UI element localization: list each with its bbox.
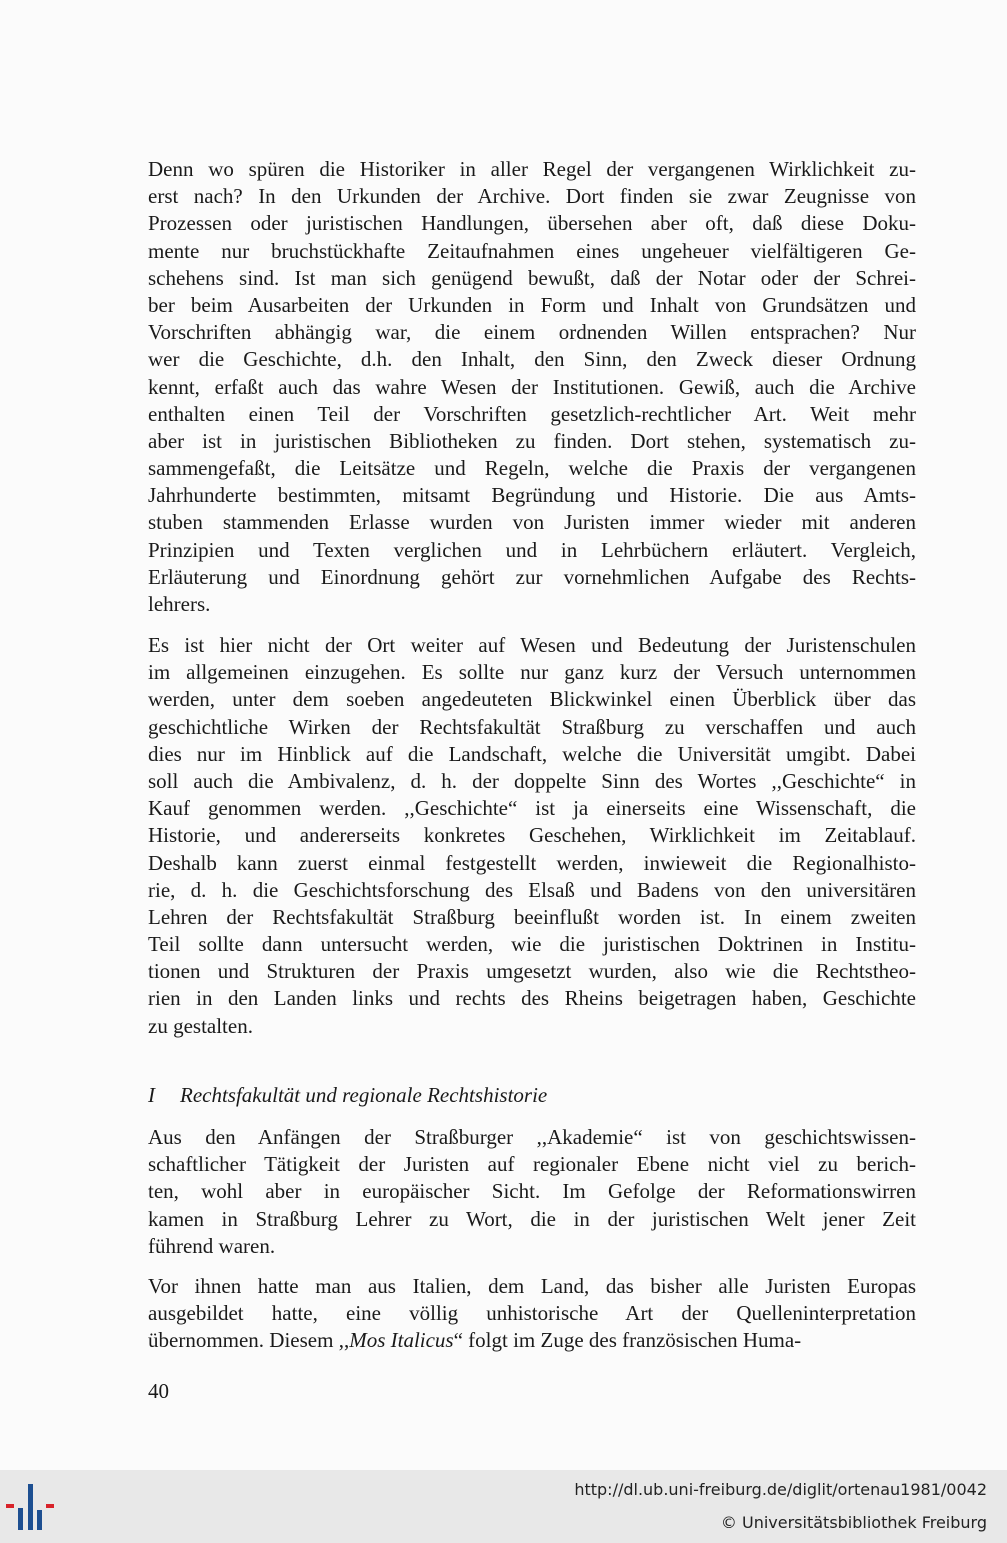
text-line: rie, d. h. die Geschichtsforschung des Elsaß und Badens von den universitären [148, 877, 916, 902]
text-line: soll auch die Ambivalenz, d. h. der doppelte Sinn des Wortes ,,Geschichte“ in [148, 768, 916, 793]
text-line: rien in den Landen links und rechts des Rheins beigetragen haben, Geschichte [148, 986, 916, 1011]
text-line: werden, unter dem soeben angedeuteten Blickwinkel einen Überblick über das [148, 687, 916, 712]
text-line: Teil sollte dann untersucht werden, wie die juristischen Doktrinen in Institu- [148, 932, 916, 957]
text-line: ausgebildet hatte, eine völlig unhistorische Art der Quelleninterpretation [148, 1301, 916, 1326]
text-line: Vor ihnen hatte man aus Italien, dem Land, das bisher alle Juristen Europas [148, 1274, 916, 1298]
text-line: dies nur im Hinblick auf die Landschaft, welche die Universität umgibt. Dabei [148, 741, 916, 766]
paragraph-3 [148, 1124, 916, 1260]
text-line: kamen in Straßburg Lehrer zu Wort, die in der juristischen Welt jener Zeit [148, 1206, 916, 1231]
text-line: kennt, erfaßt auch das wahre Wesen der Institutionen. Gewiß, auch die Archive [148, 374, 916, 399]
text-line: geschichtliche Wirken der Rechtsfakultät Straßburg zu verschaffen und auch [148, 714, 916, 739]
text-line: Deshalb kann zuerst einmal festgestellt werden, inwieweit die Regionalhisto- [148, 850, 916, 875]
text-line: Prinzipien und Texten verglichen und in Lehrbüchern erläutert. Vergleich, [148, 537, 916, 562]
text-line: Historie, und andererseits konkretes Geschehen, Wirklichkeit im Zeitablauf. [148, 823, 916, 848]
library-logo-icon [0, 1480, 70, 1536]
text-line: stuben stammenden Erlasse wurden von Juristen immer wieder mit anderen [148, 510, 916, 535]
paragraph-1 [148, 156, 916, 618]
text-line: Vorschriften abhängig war, die einem ordnenden Willen entsprachen? Nur [148, 320, 916, 345]
text-line: führend waren. [148, 1233, 276, 1258]
italic-term: Mos Italicus [349, 1328, 454, 1353]
text-line: Erläuterung und Einordnung gehört zur vornehmlichen Aufgabe des Rechts- [148, 564, 916, 589]
footer-bar [0, 1470, 1007, 1543]
text-line: ten, wohl aber in europäischer Sicht. Im Gefolge der Reformationswirren [148, 1179, 916, 1204]
text-line: ber beim Ausarbeiten der Urkunden in Form und Inhalt von Grundsätzen und [148, 292, 916, 317]
text-line: im allgemeinen einzugehen. Es sollte nur ganz kurz der Versuch unternommen [148, 660, 916, 685]
text-line: Es ist hier nicht der Ort weiter auf Wesen und Bedeutung der Juristenschulen [148, 633, 916, 657]
text-line: Prozessen oder juristischen Handlungen, übersehen aber oft, daß diese Doku- [148, 211, 916, 236]
text-line: aber ist in juristischen Bibliotheken zu finden. Dort stehen, systematisch zu- [148, 428, 916, 453]
text-line: zu gestalten. [148, 1013, 253, 1038]
text-line: Jahrhunderte bestimmten, mitsamt Begründung und Historie. Die aus Amts- [148, 483, 916, 508]
text-line: übernommen. Diesem ,,Mos Italicus“ folgt im Zuge des französischen Huma- [148, 1328, 802, 1353]
footer-url-link[interactable]: http://dl.ub.uni-freiburg.de/diglit/ortenau1981/0042 [574, 1480, 987, 1499]
text-line: enthalten einen Teil der Vorschriften gesetzlich-rechtlicher Art. Weit mehr [148, 401, 916, 426]
text-line: wer die Geschichte, d.h. den Inhalt, den Sinn, den Zweck dieser Ordnung [148, 347, 916, 372]
paragraph-2 [148, 632, 916, 1040]
text-line: sammengefaßt, die Leitsätze und Regeln, welche die Praxis der vergangenen [148, 456, 916, 481]
text-line: erst nach? In den Urkunden der Archive. Dort finden sie zwar Zeugnisse von [148, 184, 916, 209]
page-number: 40 [148, 1379, 169, 1403]
text-line: Aus den Anfängen der Straßburger ,,Akademie“ ist von geschichtswissen- [148, 1125, 916, 1149]
text-line: mente nur bruchstückhafte Zeitaufnahmen eines ungeheuer vielfältigeren Ge- [148, 238, 916, 263]
text-line: Denn wo spüren die Historiker in aller Regel der vergangenen Wirklichkeit zu- [148, 157, 916, 181]
text-line: Kauf genommen werden. ,,Geschichte“ ist ja einerseits eine Wissenschaft, die [148, 796, 916, 821]
footer-copyright: © Universitätsbibliothek Freiburg [720, 1513, 987, 1532]
text-line: schaftlicher Tätigkeit der Juristen auf regionaler Ebene nicht viel zu berich- [148, 1152, 916, 1177]
text-line: schehens sind. Ist man sich genügend bewußt, daß der Notar oder der Schrei- [148, 265, 916, 290]
paragraph-4 [148, 1273, 916, 1355]
text-line: lehrers. [148, 592, 211, 616]
section-title: Rechtsfakultät und regionale Rechtshistorie [180, 1083, 548, 1107]
section-number: I [148, 1083, 155, 1107]
section-heading [148, 1082, 547, 1109]
text-line: Lehren der Rechtsfakultät Straßburg beeinflußt worden ist. In einem zweiten [148, 904, 916, 929]
text-line: tionen und Strukturen der Praxis umgesetzt wurden, also wie die Rechtstheo- [148, 959, 916, 984]
